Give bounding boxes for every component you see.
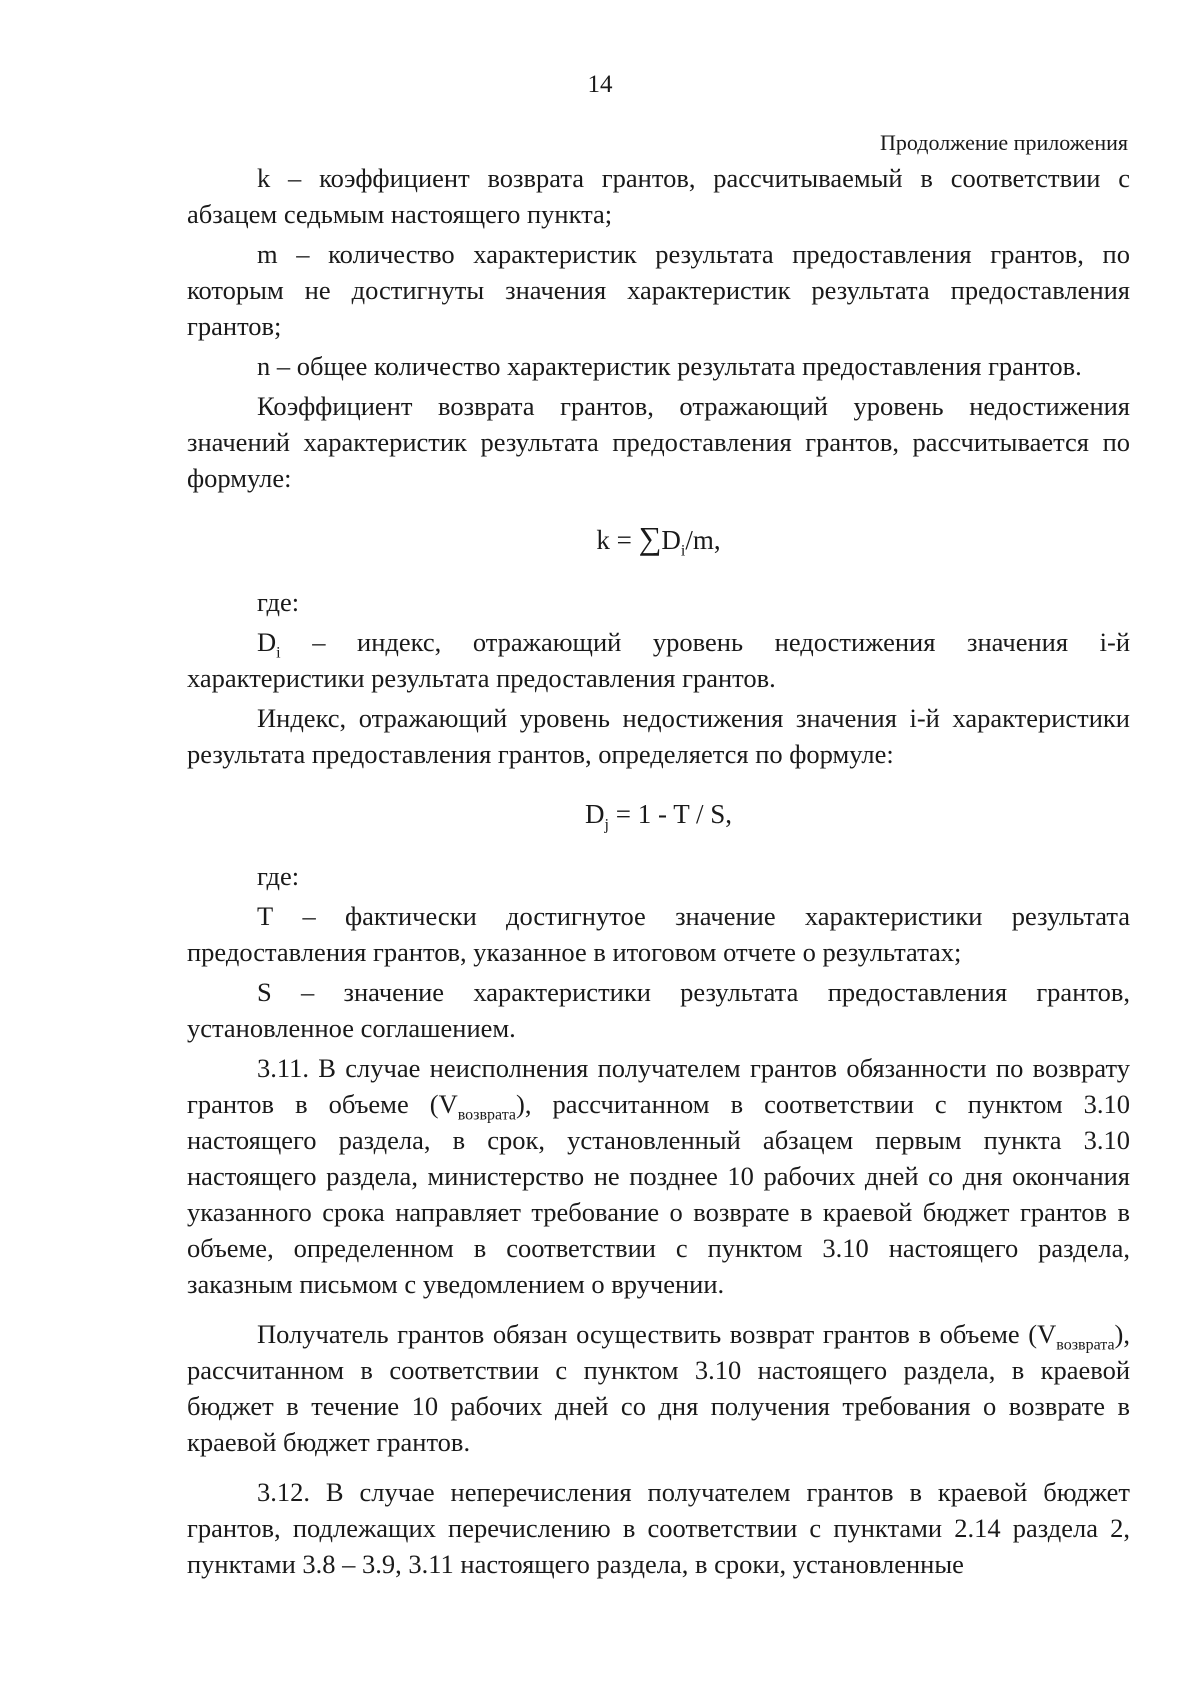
formula-k-d: D	[661, 525, 681, 555]
t-definition: Т – фактически достигнутое значение характеристики результата предоставления грантов, указанное в итоговом отчете о результатах;	[187, 901, 1130, 967]
clause-3-11	[187, 1050, 1130, 1302]
return-subscript-2: возврата	[1056, 1336, 1115, 1354]
di-subscript: i	[276, 644, 281, 662]
n-definition: n – общее количество характеристик результата предоставления грантов.	[257, 351, 1082, 381]
clause-3-12: 3.12. В случае неперечисления получателем грантов в краевой бюджет грантов, подлежащих перечислению в соответствии с пунктами 2.14 раздела 2, пунктами 3.8 – 3.9, 3.11 настоящего раздела, в сроки, установленные	[187, 1477, 1130, 1579]
recipient-part-a: Получатель грантов обязан осуществить возврат грантов в объеме (V	[257, 1319, 1057, 1349]
formula-k-sub: i	[680, 542, 686, 560]
di-definition-text: – индекс, отражающий уровень недостижения значения i-й характеристики результата предоставления грантов.	[187, 627, 1130, 693]
di-symbol: D	[257, 627, 277, 657]
sum-symbol: ∑	[638, 520, 662, 556]
coefficient-intro: Коэффициент возврата грантов, отражающий уровень недостижения значений характеристик результата предоставления грантов, рассчитывается по формуле:	[187, 391, 1130, 493]
document-body	[187, 160, 1130, 1582]
clause-3-11-part-a: 3.11. В случае неисполнения получателем грантов обязанности по возврату грантов в объеме (V	[187, 1053, 1130, 1119]
di-definition	[187, 624, 1130, 696]
formula-d-rest: = 1 - T / S,	[608, 799, 732, 829]
formula-d-d: D	[585, 799, 605, 829]
k-definition: k – коэффициент возврата грантов, рассчитываемый в соответствии с абзацем седьмым настоящего пункта;	[187, 163, 1130, 229]
index-intro: Индекс, отражающий уровень недостижения значения i-й характеристики результата предоставления грантов, определяется по формуле:	[187, 703, 1130, 769]
page-number: 14	[587, 71, 613, 98]
formula-k-rest: /m,	[685, 525, 721, 555]
appendix-note: Продолжение приложения	[880, 130, 1128, 155]
formula-d	[187, 796, 1130, 832]
where-label-2: где:	[257, 861, 300, 891]
s-definition: S – значение характеристики результата предоставления грантов, установленное соглашением.	[187, 977, 1130, 1043]
m-definition: m – количество характеристик результата предоставления грантов, по которым не достигнуты значения характеристик результата предоставления грантов;	[187, 239, 1130, 341]
recipient-obligation	[187, 1316, 1130, 1460]
recipient-part-b: ), рассчитанном в соответствии с пунктом 3.10 настоящего раздела, в краевой бюджет в течение 10 рабочих дней со дня получения требования о возврате в краевой бюджет грантов.	[187, 1319, 1130, 1457]
where-label-1: где:	[257, 587, 300, 617]
clause-3-11-part-b: ), рассчитанном в соответствии с пунктом 3.10 настоящего раздела, в срок, установленный абзацем первым пункта 3.10 настоящего раздела, министерство не позднее 10 рабочих дней со дня окончания указанного срока направляет требование о возврате в краевой бюджет грантов в объеме, определенном в соответствии с пунктом 3.10 настоящего раздела, заказным письмом с уведомлением о вручении.	[187, 1089, 1131, 1299]
formula-k-lhs: k =	[596, 525, 639, 555]
formula-d-sub: j	[604, 816, 609, 834]
formula-k	[187, 520, 1130, 558]
return-subscript-1: возврата	[457, 1106, 517, 1124]
